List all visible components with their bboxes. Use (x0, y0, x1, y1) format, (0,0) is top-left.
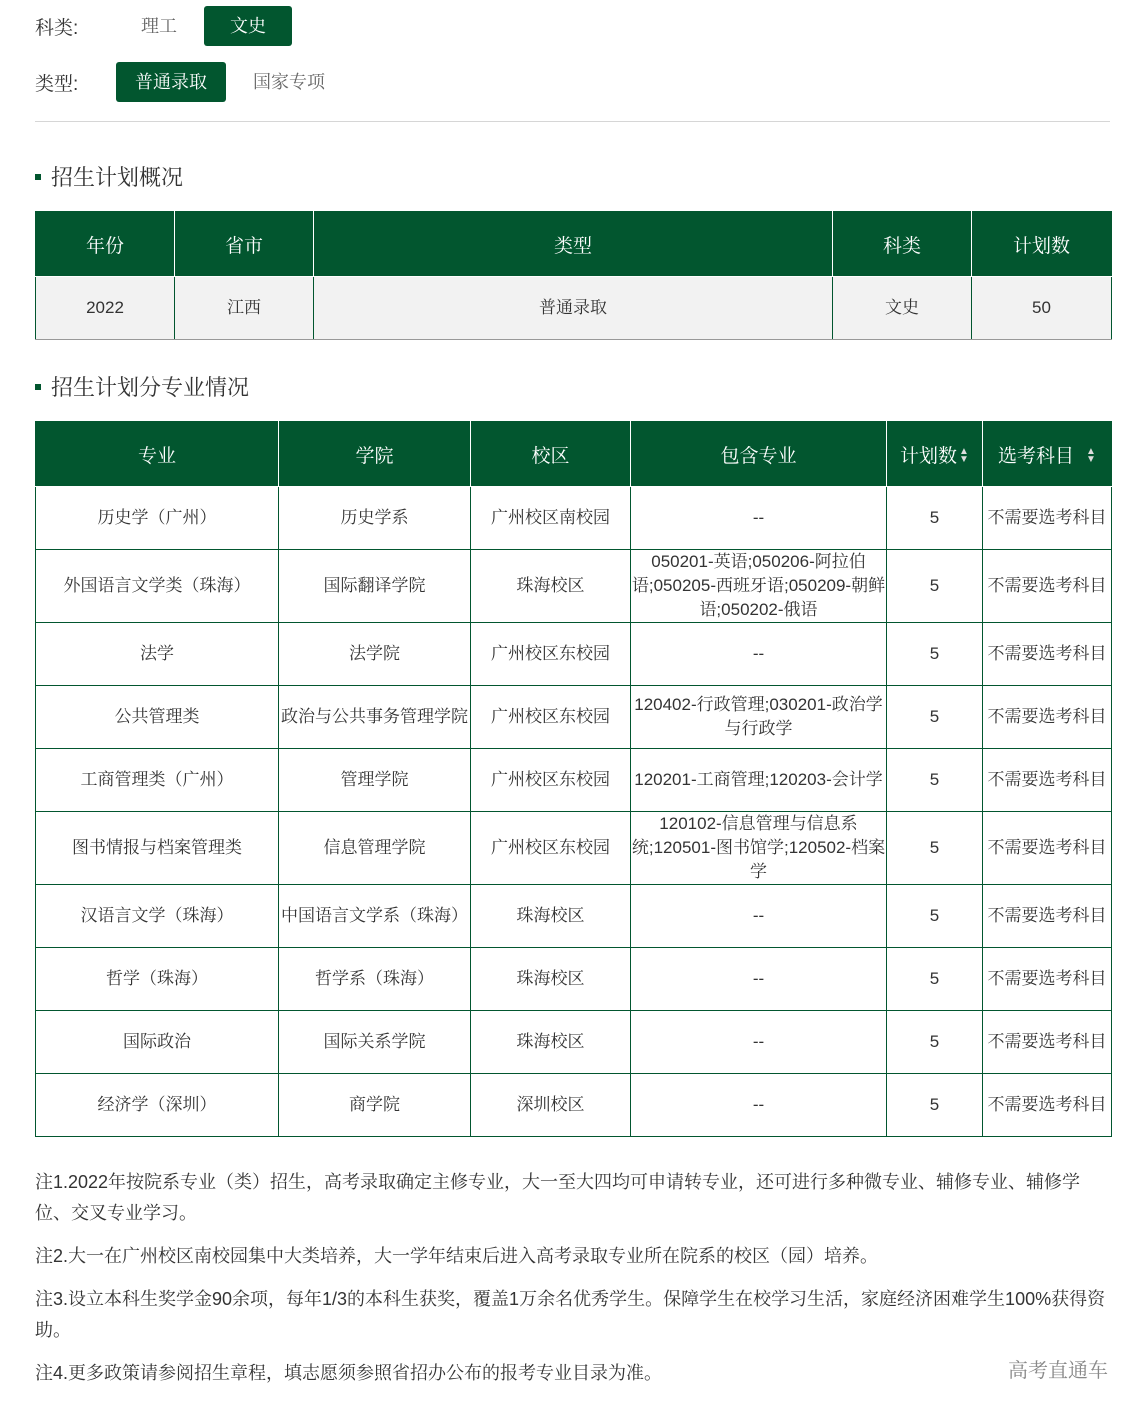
cell-included-majors: 120201-工商管理;120203-会计学 (631, 749, 887, 812)
cell-included-majors: 050201-英语;050206-阿拉伯语;050205-西班牙语;050209-朝鲜语;050202-俄语 (631, 550, 887, 623)
sort-icon[interactable]: ▲ ▼ (959, 446, 969, 466)
header-plan-count: 计划数 (972, 212, 1112, 277)
sort-icon[interactable]: ▲ ▼ (1086, 446, 1096, 466)
cell-college: 国际翻译学院 (279, 550, 471, 623)
cell-campus: 珠海校区 (471, 885, 631, 948)
cell-plan-count: 5 (887, 1011, 983, 1074)
notes (35, 1167, 1115, 1401)
cell-campus: 珠海校区 (471, 1011, 631, 1074)
cell-plan-count: 5 (887, 686, 983, 749)
table-row (36, 749, 1112, 812)
cell-included-majors: -- (631, 885, 887, 948)
cell-college: 商学院 (279, 1074, 471, 1137)
table-row (36, 686, 1112, 749)
type-option-regular[interactable]: 普通录取 (116, 62, 226, 102)
header-required-subjects-sortable[interactable] (983, 422, 1112, 487)
cell-plan-count: 5 (887, 812, 983, 885)
table-row (36, 1011, 1112, 1074)
bullet-square-icon (35, 174, 41, 180)
overview-table (35, 211, 1112, 340)
table-row (36, 1074, 1112, 1137)
cell-required-subjects: 不需要选考科目 (983, 885, 1112, 948)
cell-major: 工商管理类（广州） (36, 749, 279, 812)
divider (35, 121, 1110, 122)
table-row (36, 623, 1112, 686)
note-3: 注3.设立本科生奖学金90余项，每年1/3的本科生获奖，覆盖1万余名优秀学生。保障学生在校学习生活，家庭经济困难学生100%获得资助。 (35, 1289, 1106, 1340)
cell-college: 国际关系学院 (279, 1011, 471, 1074)
cell-major: 哲学（珠海） (36, 948, 279, 1011)
cell-subject: 文史 (833, 277, 972, 340)
cell-required-subjects: 不需要选考科目 (983, 1011, 1112, 1074)
type-filter (35, 62, 352, 102)
note-2: 注2.大一在广州校区南校园集中大类培养，大一学年结束后进入高考录取专业所在院系的校区（园）培养。 (35, 1246, 879, 1266)
cell-major: 外国语言文学类（珠海） (36, 550, 279, 623)
cell-province: 江西 (175, 277, 314, 340)
note-1: 注1.2022年按院系专业（类）招生，高考录取确定主修专业，大一至大四均可申请转专业，还可进行多种微专业、辅修专业、辅修学位、交叉专业学习。 (35, 1172, 1081, 1223)
cell-campus: 广州校区东校园 (471, 623, 631, 686)
cell-required-subjects: 不需要选考科目 (983, 1074, 1112, 1137)
cell-campus: 广州校区东校园 (471, 812, 631, 885)
cell-required-subjects: 不需要选考科目 (983, 623, 1112, 686)
cell-major: 公共管理类 (36, 686, 279, 749)
cell-plan-count: 5 (887, 948, 983, 1011)
cell-included-majors: -- (631, 948, 887, 1011)
cell-college: 中国语言文学系（珠海） (279, 885, 471, 948)
cell-plan-count: 50 (972, 277, 1112, 340)
cell-college: 法学院 (279, 623, 471, 686)
table-row (36, 948, 1112, 1011)
cell-college: 政治与公共事务管理学院 (279, 686, 471, 749)
cell-plan-count: 5 (887, 487, 983, 550)
cell-type: 普通录取 (314, 277, 833, 340)
cell-required-subjects: 不需要选考科目 (983, 550, 1112, 623)
cell-plan-count: 5 (887, 623, 983, 686)
header-college: 学院 (279, 422, 471, 487)
majors-section-title (35, 371, 249, 402)
cell-required-subjects: 不需要选考科目 (983, 749, 1112, 812)
subject-filter (35, 6, 300, 46)
cell-major: 图书情报与档案管理类 (36, 812, 279, 885)
cell-campus: 深圳校区 (471, 1074, 631, 1137)
type-filter-label: 类型: (35, 73, 79, 95)
subject-option-liberal-arts[interactable]: 文史 (204, 6, 292, 46)
header-plan-count-label: 计划数 (900, 445, 958, 467)
bullet-square-icon (35, 384, 41, 390)
cell-included-majors: -- (631, 1074, 887, 1137)
subject-option-science[interactable]: 理工 (141, 16, 177, 36)
type-option-national-special[interactable]: 国家专项 (253, 72, 325, 92)
cell-included-majors: 120402-行政管理;030201-政治学与行政学 (631, 686, 887, 749)
majors-header-row (36, 422, 1112, 487)
watermark: 高考直通车 (1008, 1360, 1108, 1382)
cell-required-subjects: 不需要选考科目 (983, 948, 1112, 1011)
cell-plan-count: 5 (887, 1074, 983, 1137)
table-row (36, 885, 1112, 948)
header-province: 省市 (175, 212, 314, 277)
cell-required-subjects: 不需要选考科目 (983, 686, 1112, 749)
header-year: 年份 (36, 212, 175, 277)
cell-college: 哲学系（珠海） (279, 948, 471, 1011)
cell-major: 经济学（深圳） (36, 1074, 279, 1137)
cell-campus: 广州校区东校园 (471, 749, 631, 812)
cell-year: 2022 (36, 277, 175, 340)
majors-table (35, 421, 1112, 1137)
cell-college: 历史学系 (279, 487, 471, 550)
table-row (36, 487, 1112, 550)
cell-major: 历史学（广州） (36, 487, 279, 550)
overview-header-row (36, 212, 1112, 277)
header-campus: 校区 (471, 422, 631, 487)
header-major: 专业 (36, 422, 279, 487)
cell-plan-count: 5 (887, 550, 983, 623)
cell-included-majors: -- (631, 487, 887, 550)
overview-row (36, 277, 1112, 340)
overview-section-title (35, 161, 183, 192)
cell-required-subjects: 不需要选考科目 (983, 487, 1112, 550)
table-row (36, 812, 1112, 885)
header-plan-count-sortable[interactable] (887, 422, 983, 487)
cell-campus: 广州校区东校园 (471, 686, 631, 749)
cell-plan-count: 5 (887, 885, 983, 948)
majors-title-text: 招生计划分专业情况 (51, 375, 250, 400)
cell-major: 法学 (36, 623, 279, 686)
cell-included-majors: -- (631, 623, 887, 686)
cell-included-majors: -- (631, 1011, 887, 1074)
cell-required-subjects: 不需要选考科目 (983, 812, 1112, 885)
table-row (36, 550, 1112, 623)
cell-campus: 珠海校区 (471, 550, 631, 623)
cell-campus: 珠海校区 (471, 948, 631, 1011)
cell-college: 管理学院 (279, 749, 471, 812)
header-type: 类型 (314, 212, 833, 277)
cell-major: 国际政治 (36, 1011, 279, 1074)
header-included-majors: 包含专业 (631, 422, 887, 487)
cell-college: 信息管理学院 (279, 812, 471, 885)
subject-filter-label: 科类: (35, 17, 79, 39)
header-required-subjects-label: 选考科目 (998, 445, 1075, 467)
header-subject: 科类 (833, 212, 972, 277)
cell-plan-count: 5 (887, 749, 983, 812)
note-4: 注4.更多政策请参阅招生章程，填志愿须参照省招办公布的报考专业目录为准。 (35, 1363, 663, 1383)
cell-major: 汉语言文学（珠海） (36, 885, 279, 948)
overview-title-text: 招生计划概况 (51, 165, 184, 190)
cell-included-majors: 120102-信息管理与信息系统;120501-图书馆学;120502-档案学 (631, 812, 887, 885)
cell-campus: 广州校区南校园 (471, 487, 631, 550)
